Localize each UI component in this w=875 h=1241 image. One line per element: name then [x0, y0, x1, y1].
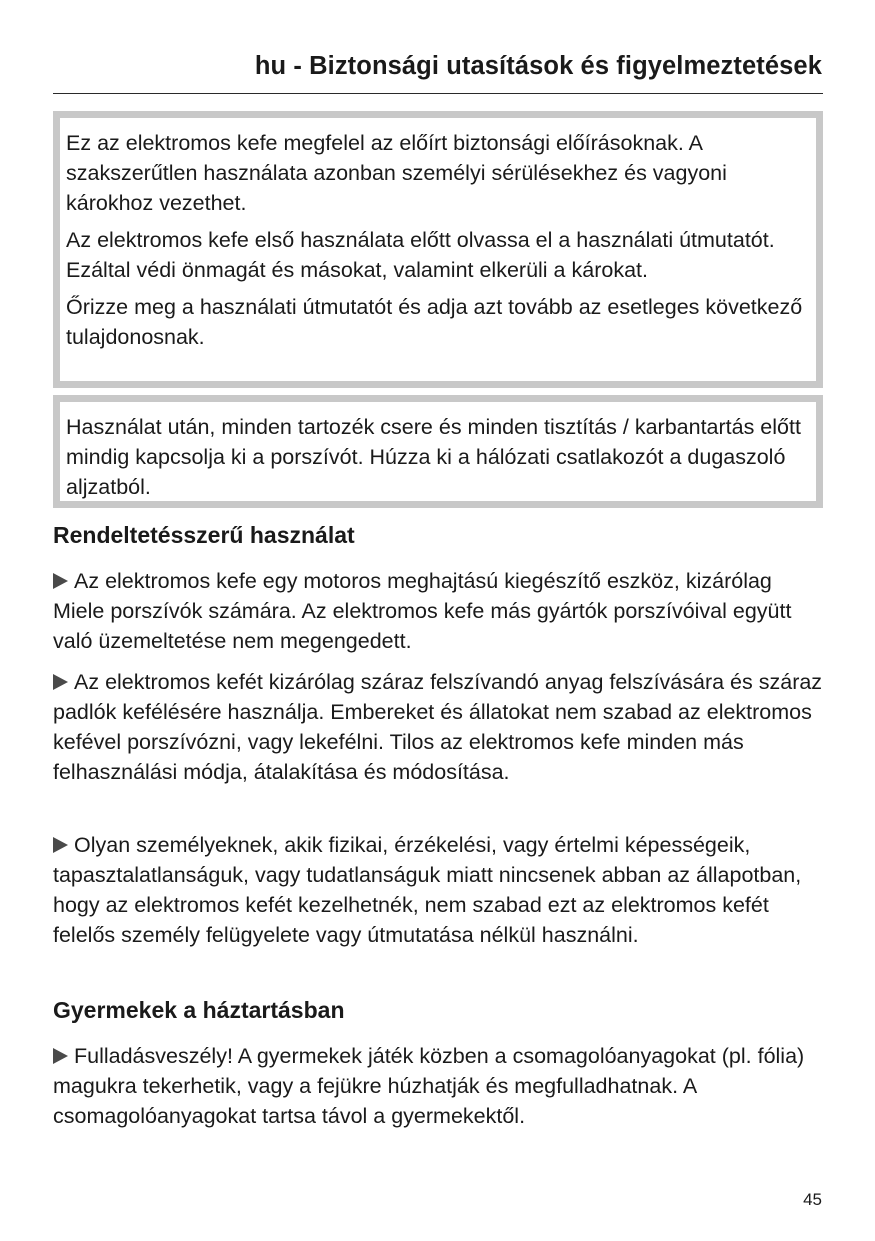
bullet-item [53, 566, 828, 656]
warning-paragraph: Ez az elektromos kefe megfelel az előírt biztonsági előírásoknak. A szakszerűtlen használata azonban személyi sérülésekhez és vagyoni károkhoz vezethet. [66, 131, 727, 215]
page-number: 45 [803, 1190, 822, 1209]
bullet-item [53, 1041, 828, 1131]
section-heading-intended-use: Rendeltetésszerű használat [53, 522, 355, 548]
safety-warning-box [53, 111, 823, 388]
bullet-text: Az elektromos kefe egy motoros meghajtású kiegészítő eszköz, kizárólag Miele porszívók számára. Az elektromos kefe más gyártók porszívóival együtt való üzemeltetése nem megengedett. [53, 569, 792, 653]
bullet-item [53, 667, 828, 787]
warning-paragraph: Az elektromos kefe első használata előtt olvassa el a használati útmutatót. Ezáltal védi önmagát és másokat, valamint elkerüli a károkat. [66, 228, 775, 282]
bullet-item [53, 830, 828, 950]
bullet-triangle-icon [53, 837, 68, 853]
bullet-text: Fulladásveszély! A gyermekek játék közben a csomagolóanyagokat (pl. fólia) magukra tekerhetik, vagy a fejükre húzhatják és megfulladhatnak. A csomagolóanyagokat tartsa távol a gyermekektől. [53, 1044, 805, 1128]
bullet-text: Az elektromos kefét kizárólag száraz felszívandó anyag felszívására és száraz padlók kefélésére használja. Embereket és állatokat nem szabad az elektromos kefével porszívózni, vagy lekefélni. Tilos az elektromos kefe minden más felhasználási módja, átalakítása és módosítása. [53, 670, 823, 784]
section-heading-children: Gyermekek a háztartásban [53, 997, 345, 1023]
bullet-text: Olyan személyeknek, akik fizikai, érzékelési, vagy értelmi képességeik, tapasztalatlanságuk, vagy tudatlanságuk miatt nincsenek abban az állapotban, hogy az elektromos kefét kezelhetnék, nem szabad ezt az elektromos kefét felelős személy felügyelete vagy útmutatása nélkül használni. [53, 833, 802, 947]
unplug-warning-box [53, 395, 823, 508]
header-divider [53, 93, 823, 94]
warning-paragraph: Használat után, minden tartozék csere és minden tisztítás / karbantartás előtt mindig kapcsolja ki a porszívót. Húzza ki a hálózati csatlakozót a dugaszoló aljzatból. [66, 415, 801, 499]
bullet-triangle-icon [53, 1048, 68, 1064]
bullet-triangle-icon [53, 674, 68, 690]
page-header-title: hu - Biztonsági utasítások és figyelmeztetések [254, 52, 822, 80]
bullet-triangle-icon [53, 573, 68, 589]
warning-paragraph: Őrizze meg a használati útmutatót és adja azt tovább az esetleges következő tulajdonosnak. [66, 295, 803, 349]
